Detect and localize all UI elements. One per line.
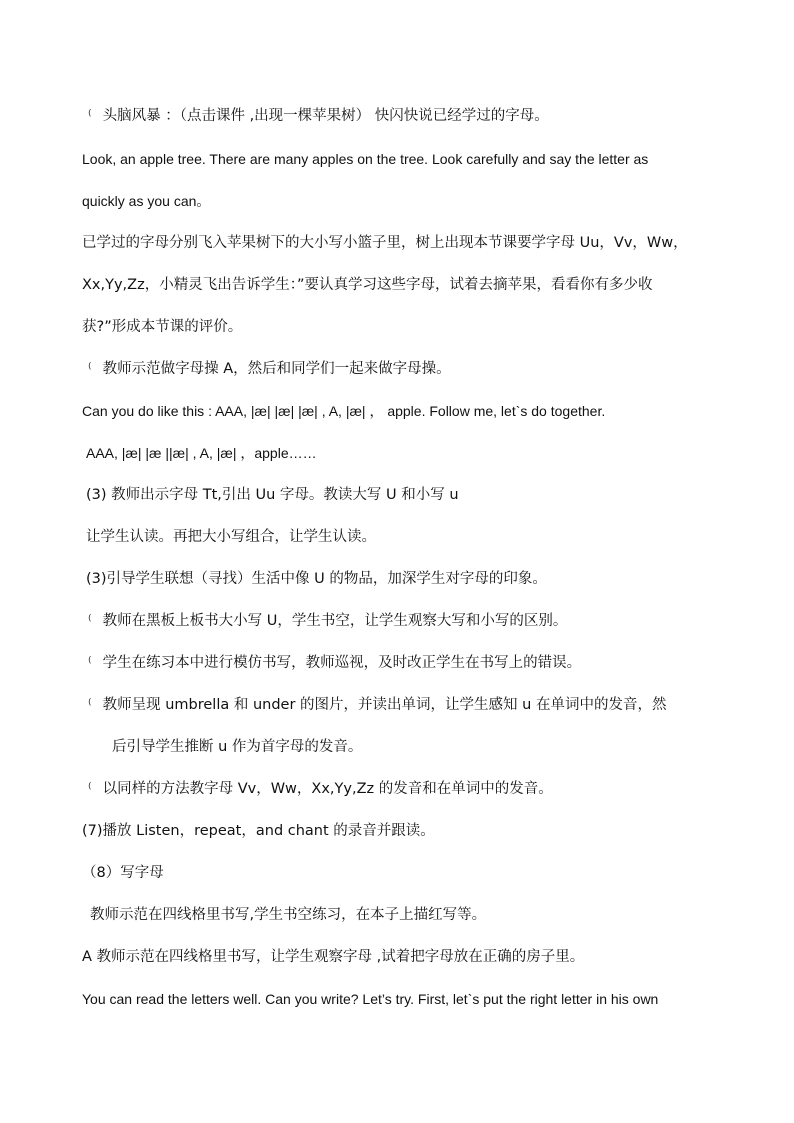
list-bullet-icon: ⁽ (88, 781, 92, 797)
text-line-look: Look, an apple tree. There are many apples on the tree. Look carefully and say the letter as (82, 151, 649, 167)
text-line-umbrella: ⁽ 教师呈现 umbrella 和 under 的图片，并读出单词，让学生感知 u 在单词中的发音，然 (88, 697, 667, 713)
text-line-can-you-do: Can you do like this : AAA, |æ| |æ| |æ| , A, |æ| ， apple. Follow me, let`s do together. (82, 403, 606, 419)
list-bullet-icon: ⁽ (88, 108, 92, 124)
text-line-same-method: ⁽ 以同样的方法教字母 Vv，Ww，Xx,Yy,Zz 的发音和在单词中的发音。 (88, 781, 553, 797)
list-bullet-icon: ⁽ (88, 655, 92, 671)
text-line-brainstorm: ⁽ 头脑风暴 ：（点击课件 ,出现一棵苹果树） 快闪快说已经学过的字母。 (88, 108, 549, 124)
text-line-associate: (3)引导学生联想（寻找）生活中像 U 的物品，加深学生对字母的印象。 (86, 571, 547, 587)
text-line-write-letters: （8）写字母 (82, 865, 164, 881)
text-line-recognize: 让学生认读。再把大小写组合，让学生认读。 (86, 529, 376, 545)
text-line-a-teacher: A 教师示范在四线格里书写，让学生观察字母 ,试着把字母放在正确的房子里。 (82, 949, 585, 965)
text-line-listen: (7)播放 Listen，repeat，and chant 的录音并跟读。 (82, 823, 435, 839)
text-line-infer: 后引导学生推断 u 作为首字母的发音。 (112, 739, 363, 755)
text-line-you-can-read: You can read the letters well. Can you write? Let’s try. First, let`s put the right letter in his own (82, 991, 659, 1007)
text-line-demo-writing: 教师示范在四线格里书写,学生书空练习，在本子上描红写等。 (90, 907, 487, 923)
text-line-letter-exercise: ⁽ 教师示范做字母操 A，然后和同学们一起来做字母操。 (88, 361, 451, 377)
text-line-practice: ⁽ 学生在练习本中进行模仿书写，教师巡视，及时改正学生在书写上的错误。 (88, 655, 582, 671)
list-bullet-icon: ⁽ (88, 697, 92, 713)
text-line-elf: Xx,Yy,Zz，小精灵飞出告诉学生：”要认真学习这些字母，试着去摘苹果，看看你有多少收 (82, 277, 653, 293)
text-line-aaa: AAA, |æ| |æ ||æ| , A, |æ| ，apple…… (86, 445, 317, 461)
text-line-blackboard: ⁽ 教师在黑板上板书大小写 U，学生书空，让学生观察大写和小写的区别。 (88, 613, 568, 629)
text-line-step3: (3) 教师出示字母 Tt,引出 Uu 字母。教读大写 U 和小写 u (86, 487, 459, 503)
text-line-quickly: quickly as you can。 (82, 193, 211, 209)
text-line-apple-basket: 已学过的字母分别飞入苹果树下的大小写小篮子里，树上出现本节课要学字母 Uu，Vv，Ww， (82, 235, 688, 251)
list-bullet-icon: ⁽ (88, 613, 92, 629)
text-line-evaluation: 获?”形成本节课的评价。 (82, 319, 243, 335)
list-bullet-icon: ⁽ (88, 361, 92, 377)
